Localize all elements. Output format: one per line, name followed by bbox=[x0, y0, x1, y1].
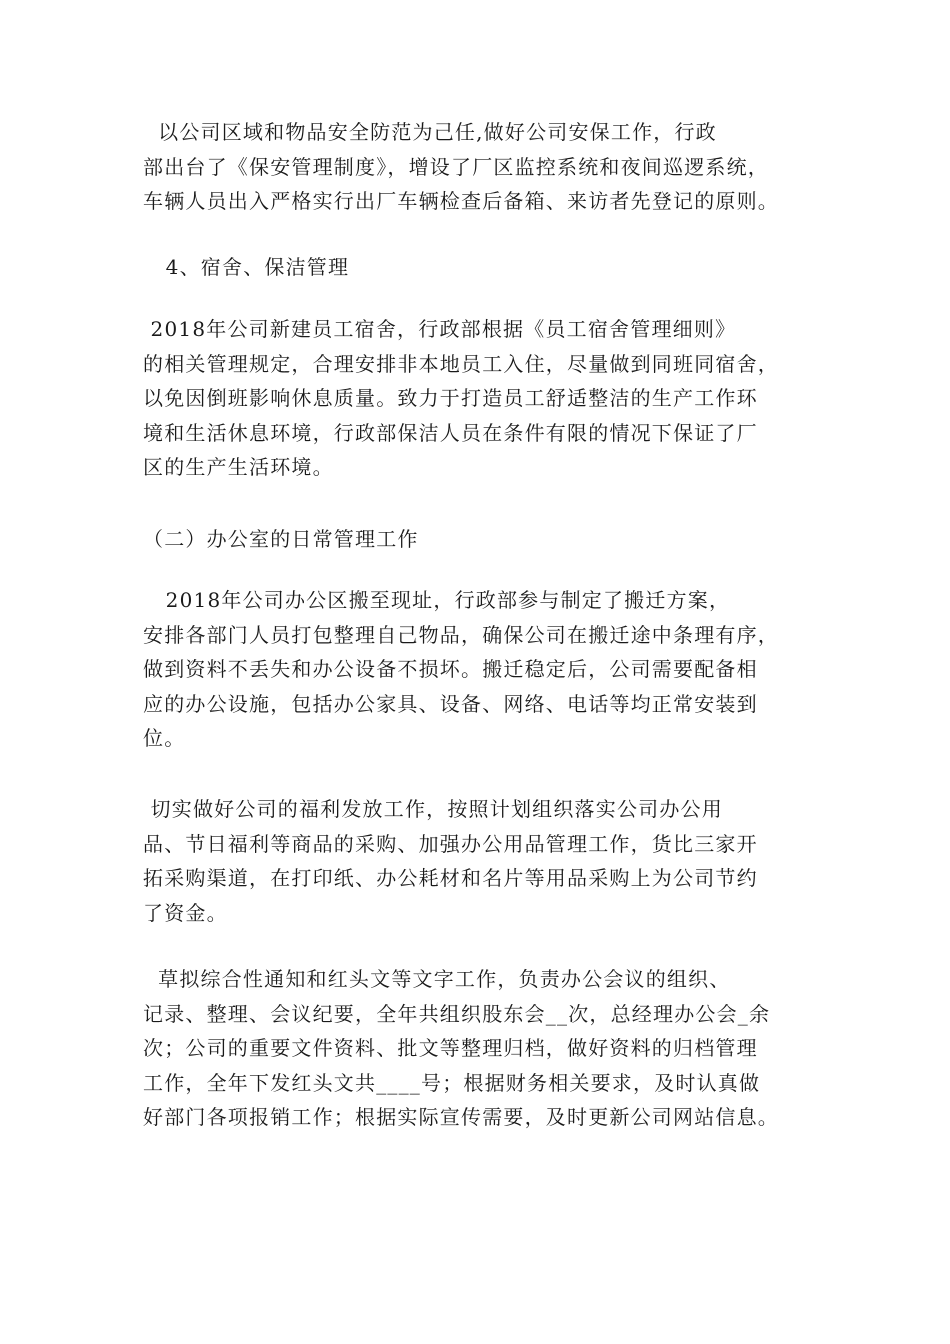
paragraph-welfare bbox=[143, 792, 813, 930]
text-line: 以免因倒班影响休息质量。致力于打造员工舒适整洁的生产工作环 bbox=[143, 386, 758, 410]
heading-text: （二）办公室的日常管理工作 bbox=[143, 527, 419, 551]
text-line: 位。 bbox=[143, 726, 186, 750]
text-line: 次；公司的重要文件资料、批文等整理归档，做好资料的归档管理 bbox=[143, 1036, 758, 1060]
paragraph-security bbox=[143, 115, 813, 219]
text-line: 做到资料不丢失和办公设备不损坏。搬迁稳定后，公司需要配备相 bbox=[143, 657, 758, 681]
text-line: 记录、整理、会议纪要，全年共组织股东会__次，总经理办公会_余 bbox=[143, 1001, 771, 1026]
text-line: 车辆人员出入严格实行出厂车辆检查后备箱、来访者先登记的原则。 bbox=[143, 189, 779, 213]
text-line: 部出台了《保安管理制度》，增设了厂区监控系统和夜间巡逻系统， bbox=[143, 154, 769, 179]
text-line: 2018年公司办公区搬至现址，行政部参与制定了搬迁方案， bbox=[143, 588, 731, 612]
text-line: 切实做好公司的福利发放工作，按照计划组织落实公司办公用 bbox=[143, 797, 723, 821]
text-line: 草拟综合性通知和红头文等文字工作，负责办公会议的组织、 bbox=[143, 967, 731, 991]
text-line: 安排各部门人员打包整理自己物品，确保公司在搬迁途中条理有序， bbox=[143, 622, 779, 647]
paragraph-dormitory bbox=[143, 312, 813, 485]
section-heading-4 bbox=[143, 250, 813, 285]
section-heading-2 bbox=[143, 522, 813, 557]
text-line: 好部门各项报销工作；根据实际宣传需要，及时更新公司网站信息。 bbox=[143, 1105, 779, 1129]
text-line: 拓采购渠道，在打印纸、办公耗材和名片等用品采购上为公司节约 bbox=[143, 866, 758, 890]
heading-text: 4、宿舍、保洁管理 bbox=[143, 255, 350, 279]
text-line: 应的办公设施，包括办公家具、设备、网络、电话等均正常安装到 bbox=[143, 691, 758, 716]
text-line: 品、节日福利等商品的采购、加强办公用品管理工作，货比三家开 bbox=[143, 831, 758, 856]
text-line: 以公司区域和物品安全防范为己任,做好公司安保工作，行政 bbox=[143, 120, 717, 144]
text-line: 了资金。 bbox=[143, 900, 228, 925]
paragraph-documents bbox=[143, 962, 813, 1135]
text-line: 工作，全年下发红头文共____号；根据财务相关要求，及时认真做 bbox=[143, 1070, 761, 1095]
paragraph-relocation bbox=[143, 583, 813, 756]
text-line: 2018年公司新建员工宿舍，行政部根据《员工宿舍管理细则》 bbox=[143, 317, 737, 341]
text-line: 境和生活休息环境，行政部保洁人员在条件有限的情况下保证了厂 bbox=[143, 420, 758, 445]
text-line: 区的生产生活环境。 bbox=[143, 455, 334, 479]
text-line: 的相关管理规定，合理安排非本地员工入住，尽量做到同班同宿舍， bbox=[143, 351, 779, 376]
